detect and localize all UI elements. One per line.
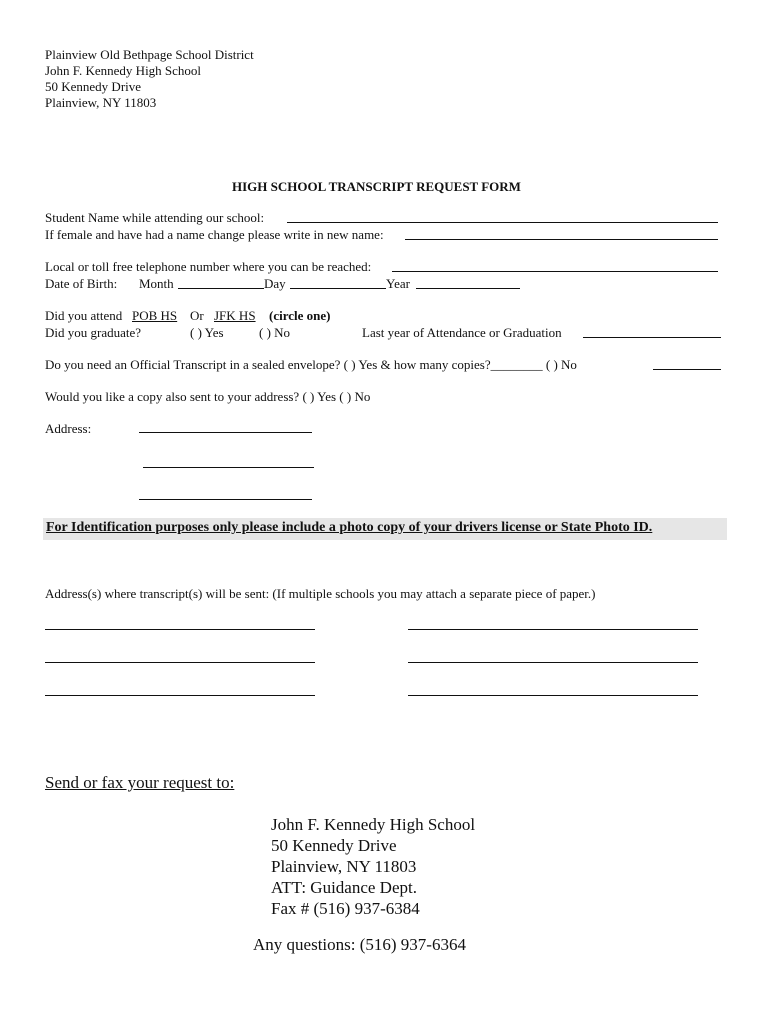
circle-one-note: (circle one) <box>269 308 331 323</box>
send-line-city: Plainview, NY 11803 <box>271 857 417 876</box>
school-city: Plainview, NY 11803 <box>45 95 157 110</box>
transcript-address-right-3[interactable] <box>408 695 698 696</box>
new-name-field[interactable] <box>405 239 718 240</box>
send-heading: Send or fax your request to: <box>45 773 235 792</box>
student-name-label: Student Name while attending our school: <box>45 210 265 225</box>
transcript-address-left-3[interactable] <box>45 695 315 696</box>
last-year-label: Last year of Attendance or Graduation <box>362 325 562 340</box>
phone-label: Local or toll free telephone number where you can be reached: <box>45 259 372 274</box>
last-year-field[interactable] <box>583 337 721 338</box>
name-change-label: If female and have had a name change please write in new name: <box>45 227 384 242</box>
district-name: Plainview Old Bethpage School District <box>45 47 254 62</box>
send-line-school: John F. Kennedy High School <box>271 815 476 834</box>
official-transcript-question: Do you need an Official Transcript in a sealed envelope? ( ) Yes & how many copies?________ ( ) No <box>45 357 577 372</box>
transcript-address-left-1[interactable] <box>45 629 315 630</box>
graduate-yes-option[interactable]: ( ) Yes <box>190 325 224 340</box>
phone-field[interactable] <box>392 271 718 272</box>
attend-label: Did you attend <box>45 308 123 323</box>
address-line-2[interactable] <box>143 467 314 468</box>
id-notice-text: For Identification purposes only please include a photo copy of your drivers license or State Photo ID. <box>46 520 653 535</box>
day-label: Day <box>264 276 286 291</box>
dob-label: Date of Birth: <box>45 276 118 291</box>
send-line-street: 50 Kennedy Drive <box>271 836 397 855</box>
graduate-label: Did you graduate? <box>45 325 142 340</box>
school-name: John F. Kennedy High School <box>45 63 202 78</box>
form-title: HIGH SCHOOL TRANSCRIPT REQUEST FORM <box>232 179 521 194</box>
id-notice-banner <box>43 518 727 540</box>
address-label: Address: <box>45 421 92 436</box>
address-line-1[interactable] <box>139 432 312 433</box>
month-label: Month <box>139 276 174 291</box>
jfk-hs-option[interactable]: JFK HS <box>214 308 256 323</box>
send-line-fax: Fax # (516) 937-6384 <box>271 899 420 918</box>
student-name-field[interactable] <box>287 222 718 223</box>
transcript-address-right-2[interactable] <box>408 662 698 663</box>
transcript-address-left-2[interactable] <box>45 662 315 663</box>
graduate-no-option[interactable]: ( ) No <box>259 325 291 340</box>
address-line-3[interactable] <box>139 499 312 500</box>
year-label: Year <box>386 276 410 291</box>
official-no-line[interactable] <box>653 369 721 370</box>
pob-hs-option[interactable]: POB HS <box>132 308 178 323</box>
addresses-label: Address(s) where transcript(s) will be sent: (If multiple schools you may attach a separate piece of paper.) <box>45 586 596 601</box>
year-field[interactable] <box>416 288 520 289</box>
copy-question: Would you like a copy also sent to your address? ( ) Yes ( ) No <box>45 389 371 404</box>
transcript-address-right-1[interactable] <box>408 629 698 630</box>
month-field[interactable] <box>178 288 264 289</box>
or-text: Or <box>190 308 204 323</box>
questions-phone: Any questions: (516) 937-6364 <box>253 935 466 954</box>
send-line-attention: ATT: Guidance Dept. <box>271 878 417 897</box>
school-street: 50 Kennedy Drive <box>45 79 142 94</box>
day-field[interactable] <box>290 288 386 289</box>
